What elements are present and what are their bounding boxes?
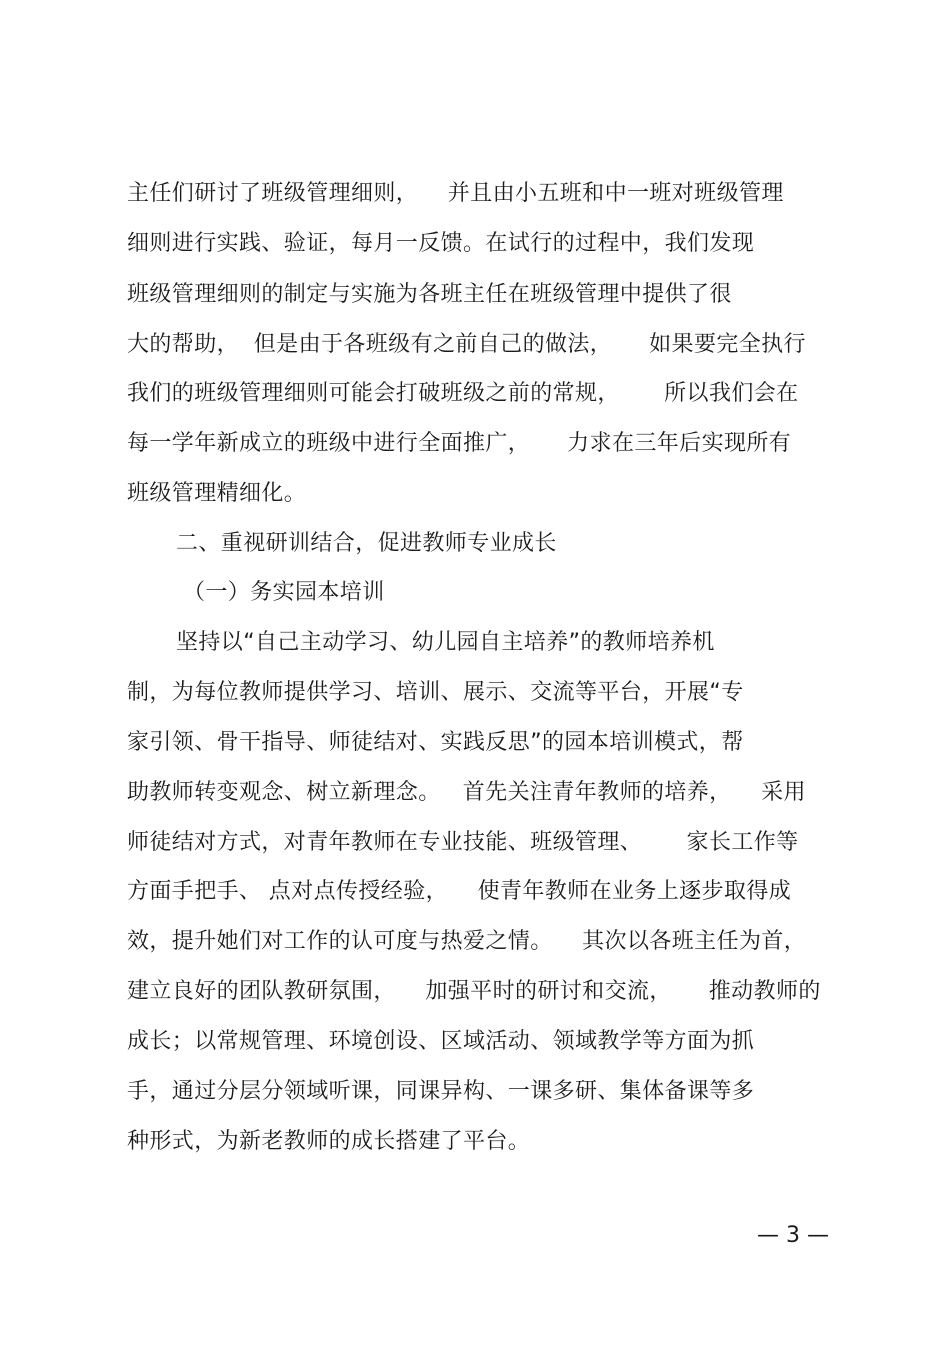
paragraph-line: 种形式，为新老教师的成长搭建了平台。 (127, 1129, 531, 1154)
section-heading: 二、重视研训结合，促进教师专业成长 (176, 531, 557, 556)
paragraph-line: 坚持以“自己主动学习、幼儿园自主培养”的教师培养机 (176, 630, 715, 655)
page-number: — 3 — (757, 1223, 829, 1248)
subsection-heading: （一）务实园本培训 (183, 580, 385, 605)
paragraph-line: 细则进行实践、验证，每月一反馈。在试行的过程中，我们发现 (127, 231, 755, 256)
paragraph-line: 师徒结对方式，对青年教师在专业技能、班级管理、 家长工作等 (127, 830, 799, 855)
paragraph-line: 每一学年新成立的班级中进行全面推广， 力求在三年后实现所有 (127, 431, 792, 456)
paragraph-line: 班级管理精细化。 (127, 481, 307, 506)
paragraph-line: 家引领、骨干指导、师徒结对、实践反思”的园本培训模式，帮 (127, 730, 744, 755)
paragraph-line: 效，提升她们对工作的认可度与热爱之情。 其次以各班主任为首， (127, 929, 807, 954)
paragraph-line: 建立良好的团队教研氛围， 加强平时的研讨和交流， 推动教师的 (127, 979, 821, 1004)
paragraph-line: 制，为每位教师提供学习、培训、展示、交流等平台，开展“专 (127, 680, 744, 705)
paragraph-line: 助教师转变观念、树立新理念。 首先关注青年教师的培养， 采用 (127, 780, 806, 805)
paragraph-line: 成长；以常规管理、环境创设、区域活动、领域教学等方面为抓 (127, 1029, 755, 1054)
paragraph-line: 大的帮助， 但是由于各班级有之前自己的做法， 如果要完全执行 (127, 332, 806, 357)
paragraph-line: 我们的班级管理细则可能会打破班级之前的常规， 所以我们会在 (127, 381, 799, 406)
paragraph-line: 方面手把手、 点对点传授经验， 使青年教师在业务上逐步取得成 (127, 879, 792, 904)
paragraph-line: 班级管理细则的制定与实施为各班主任在班级管理中提供了很 (127, 282, 732, 307)
paragraph-line: 主任们研讨了班级管理细则， 并且由小五班和中一班对班级管理 (127, 181, 784, 206)
paragraph-line: 手，通过分层分领域听课，同课异构、一课多研、集体备课等多 (127, 1079, 755, 1104)
